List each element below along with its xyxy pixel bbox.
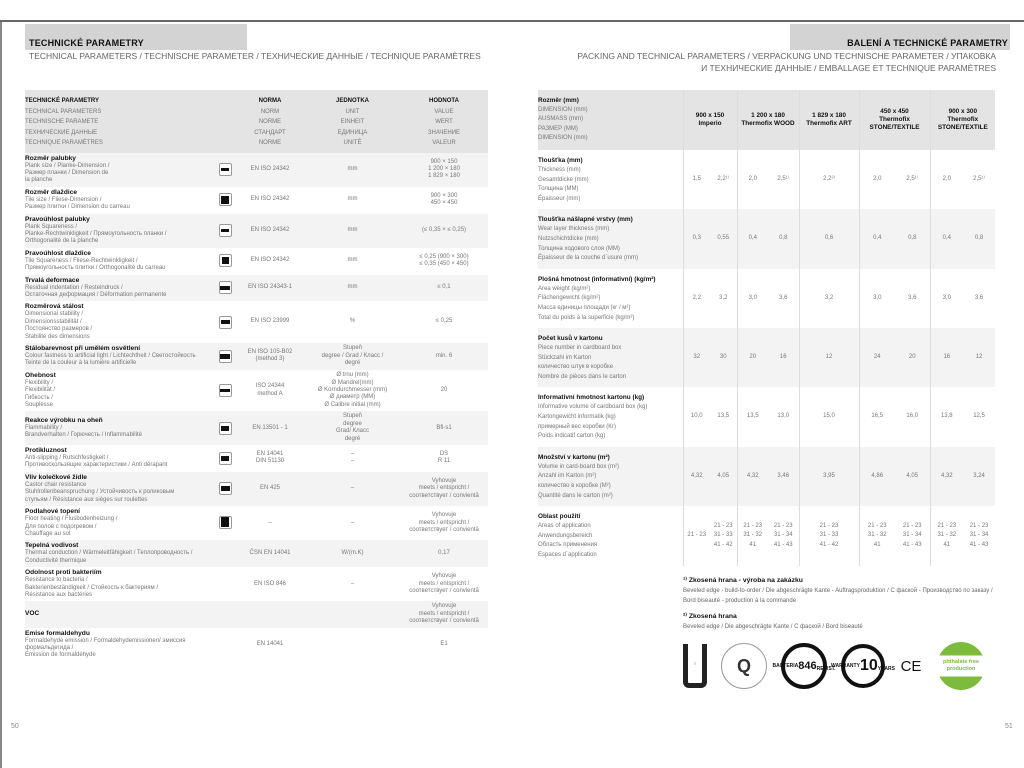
value-cell: 30 (719, 353, 727, 360)
norm-cell: EN 13501 - 1 (252, 424, 288, 431)
value-cell: 13,5 (717, 413, 730, 420)
parameter-title: Pravoúhlost palubky (25, 215, 90, 223)
table-row (25, 301, 488, 343)
icon-cell (215, 153, 235, 187)
value-cell: 3,6 (974, 294, 984, 301)
value-cell: 20 (908, 353, 916, 360)
technical-parameters-table (25, 90, 488, 662)
value-cell: 1,5 (683, 150, 710, 209)
footnote-text: Beveled edge / Die abgeschrägte Kante / С фаской / Bord biseauté (683, 624, 863, 630)
table-row (538, 328, 995, 387)
parameter-title: Počet kusů v kartonu (538, 335, 603, 343)
table-row (25, 187, 488, 214)
value-cell: 0,4 (930, 209, 963, 268)
group-header: 1 829 x 180 Thermofix ART (799, 90, 859, 150)
parameter-cell (25, 214, 215, 248)
tile-size-icon (219, 193, 232, 206)
left-page-subtitle: TECHNICAL PARAMETERS / TECHNISCHE PARAMETER / ТЕХНИЧЕСКИЕ ДАННЫЕ / TECHNIQUE PARAMÈTRES (29, 51, 481, 61)
top-rule (0, 20, 1024, 22)
icon-cell (215, 567, 235, 601)
parameter-desc: Area weight (kg/m²) Flächengewicht (kg/m²) Масса единицы площади (кг / м²) Total du poids à la superficie (kg/m²) (538, 285, 635, 321)
parameter-desc: Plank Squareness / Planke-Rechtwinkligkeit / Прямоугольность планки / Orthogonalité de la planche (25, 223, 167, 245)
icon-cell (215, 628, 235, 662)
tile-squareness-icon (219, 254, 232, 267)
table-row (25, 248, 488, 275)
value-cell: 0,55 (717, 235, 730, 242)
light-fastness-icon (219, 350, 232, 363)
table-row (538, 150, 995, 209)
header-label: ЗНАЧЕНИЕ (427, 129, 461, 136)
castor-chair-icon (219, 482, 232, 495)
anti-slip-icon (219, 452, 232, 465)
value-cell: 3,24 (973, 472, 985, 479)
value-cell: 15,0 (799, 387, 859, 446)
icon-cell (215, 506, 235, 540)
unit-cell: mm (347, 165, 358, 172)
value-cell: 2,0 (930, 150, 963, 209)
header-label: EINHEIT (340, 119, 365, 125)
value-cell: 900 × 150 1 200 × 180 1 829 × 180 (428, 158, 460, 180)
floor-heating-icon (219, 516, 232, 529)
value-cell: min. 6 (435, 352, 453, 359)
parameter-title: Vliv kolečkové židle (25, 473, 87, 481)
footnote-text: Beveled edge - build-to-order / Die abgeschrägte Kante - Auftragsproduktion / С фаской - Производство по заказу / Bord biseauté - production à la commande (683, 588, 993, 604)
value-cell: 0,8 (779, 235, 788, 242)
parameter-title: Rozměr palubky (25, 154, 76, 162)
parameter-desc: Piece number in cardboard box Stückzahl im Karton количество штук в коробке Nombre de pièces dans le carton (538, 345, 627, 380)
header-label: TECHNICKÉ PARAMETRY (25, 98, 100, 104)
value-cell: ≤ 0,1 (437, 284, 451, 291)
value-cell: 4,32 (737, 447, 768, 506)
parameter-title: Množství v kartonu (m²) (538, 453, 610, 461)
parameter-cell (538, 209, 683, 268)
value-cell: 12,5 (973, 413, 985, 420)
norm-cell: EN ISO 24342 (250, 165, 290, 172)
value-cell: Vyhovuje meets / entspricht / соответствует / convientă (409, 477, 479, 499)
value-cell: 2,0 (859, 150, 895, 209)
parameter-desc: Areas of application Anwendungsbereich Область применения Espaces d´application (538, 523, 598, 558)
header-label: TECHNISCHE PARAMETE (25, 119, 99, 125)
value-cell: 0,6 (799, 209, 859, 268)
value-cell: 3,0 (930, 269, 963, 328)
value-cell: 3,0 (859, 269, 895, 328)
fire-reaction-icon (219, 422, 232, 435)
parameter-cell (25, 540, 215, 567)
unit-cell (305, 628, 400, 662)
table-header-row (25, 90, 488, 153)
value-cell: ≤ 0,25 (435, 318, 453, 325)
unit-cell: W/(m.K) (341, 550, 364, 557)
parameter-cell (25, 567, 215, 601)
unit-cell: Stupeň degree / Grad / Класс / degré (321, 345, 384, 367)
parameter-cell (25, 370, 215, 412)
header-label: VALEUR (432, 140, 456, 146)
value-cell: Bfl-s1 (436, 424, 452, 431)
parameter-title: Odolnost proti bakteriím (25, 569, 102, 577)
footnote-2 (683, 612, 1003, 632)
table-row (25, 506, 488, 540)
value-cell: 2,5¹⁾ (777, 175, 790, 182)
parameter-cell (25, 411, 215, 445)
norm-cell: EN ISO 846 (253, 580, 286, 587)
icon-cell (215, 275, 235, 302)
right-page-title: BALENÍ A TECHNICKÉ PARAMETRY (847, 38, 1008, 48)
value-cell: 4,05 (906, 472, 919, 479)
unit-cell: – – (350, 451, 355, 465)
quality-certificate-logo: Q (721, 643, 767, 689)
icon-cell (215, 187, 235, 214)
header-label: ЕДИНИЦА (337, 129, 368, 136)
u-certificate-logo: ≡ (683, 644, 707, 688)
norm-cell: EN ISO 24342 (250, 196, 290, 203)
parameter-cell (25, 343, 215, 370)
header-label: NORME (258, 119, 282, 125)
parameter-cell (25, 445, 215, 472)
parameter-title: Rozměr dlaždice (25, 188, 78, 196)
page-edge (0, 22, 2, 768)
value-cell: 32 (683, 328, 710, 387)
table-row (25, 540, 488, 567)
group-header: 1 200 x 180 Thermofix WOOD (737, 90, 799, 150)
parameter-desc: Informative volume of cardboard box (kg) Kartongewicht informatik (kg) примерный вес коробки (Кг) Poids indicatif carton (kg) (538, 404, 648, 440)
value-cell: 2,5¹⁾ (906, 175, 919, 182)
table-row (538, 209, 995, 268)
table-row (25, 370, 488, 412)
header-value (400, 90, 488, 153)
value-cell: 900 × 300 450 × 450 (430, 192, 458, 207)
value-cell: 13,0 (777, 413, 790, 420)
parameter-desc: Formaldehyde emission / Formaldehydemissionen/ эмиссия формальдегида / Emission de formaldéhyde (25, 637, 186, 659)
packing-parameters-table (538, 90, 995, 566)
parameter-desc: Thermal conduction / Wärmeleitfähigkeit / Теплопроводность / Conductivité thermique (25, 550, 193, 564)
icon-cell (215, 343, 235, 370)
group-header: 450 x 450 Thermofix STONE/TEXTILE (859, 90, 930, 150)
icon-cell (215, 370, 235, 412)
value-cell: 16,5 (859, 387, 895, 446)
norm-cell: EN 14041 (256, 640, 284, 647)
parameter-title: Tloušťka (mm) (538, 156, 583, 164)
value-cell: 3,2 (799, 269, 859, 328)
value-cell: 21 - 23 (683, 506, 710, 565)
parameter-title: Tloušťka nášlapné vrstvy (mm) (538, 216, 633, 224)
value-cell: E1 (440, 640, 448, 647)
value-cell: 21 - 23 31 - 33 41 - 42 (713, 522, 733, 548)
parameter-desc: Flammability / Brandverhalten / Горючесть / Inflammabilité (25, 424, 142, 439)
parameter-cell (538, 269, 683, 328)
parameter-title: Emise formaldehydu (25, 629, 90, 637)
icon-cell (215, 445, 235, 472)
unit-cell: Stupeň degree Grad/ Класс degré (335, 413, 369, 442)
parameter-title: Podlahové topení (25, 508, 80, 516)
header-label: ТЕХНИЧЕСКИЕ ДАННЫЕ (25, 129, 98, 136)
plank-squareness-icon (219, 224, 232, 237)
value-cell: 21 - 23 31 - 32 41 (930, 506, 963, 565)
table-row (25, 472, 488, 506)
value-cell: 2,0 (737, 150, 768, 209)
parameter-desc: Resistance to bacteria / Bakterienbeständigkeit / Стойкость к бактериям / Résistance aux bactéries (25, 577, 159, 598)
parameter-title: Trvalá deformace (25, 276, 80, 284)
header-label: NORMA (258, 98, 282, 104)
icon-cell (215, 472, 235, 506)
unit-cell: % (349, 318, 356, 325)
header-norm (235, 90, 305, 153)
parameter-desc: Plank size / Planke-Dimension / Размер планки / Dimension de la planche (25, 162, 110, 184)
table-row (25, 214, 488, 248)
parameter-desc: Colour fastness to artificial light / Lichtechtheit / Светостойкость Teinte de la couleur à la lumière artificielle (25, 353, 196, 367)
parameter-desc: Floor heating / Flusbodenheizung / Для полов с подогревом / Chauffage au sol (25, 516, 118, 537)
icon-cell (215, 301, 235, 343)
parameter-desc: Castor chair resistance Stuhlrollenbeanspruchung / Устойчивость к роликовым стульям / Résistance aux sièges sur roulettes (25, 481, 175, 503)
flexibility-icon (219, 384, 232, 397)
value-cell: 4,32 (683, 447, 710, 506)
value-cell: 3,6 (779, 294, 788, 301)
value-cell: 3,46 (777, 472, 790, 479)
parameter-cell (25, 472, 215, 506)
value-cell: Vyhovuje meets / entspricht / соответствует / convientă (409, 573, 479, 594)
norm-cell: EN 425 (259, 485, 280, 492)
table-row (25, 445, 488, 472)
value-cell: (≤ 0,35 × ≤ 0,25) (421, 226, 467, 233)
unit-cell: – (350, 519, 355, 526)
value-cell: Vyhovuje meets / entspricht / соответствует / convientă (409, 512, 479, 533)
norm-cell: EN 14041 DIN 51130 (255, 451, 285, 465)
value-cell: 21 - 23 31 - 34 41 - 43 (773, 522, 793, 548)
page-number-right: 51 (1005, 723, 1013, 730)
norm-cell: EN ISO 23999 (250, 318, 290, 325)
table-row (25, 343, 488, 370)
parameter-cell (25, 601, 215, 627)
certification-logos (683, 642, 985, 690)
parameter-title: Reakce výrobku na oheň (25, 416, 103, 424)
norm-cell: – (268, 519, 272, 526)
value-cell: 0,4 (737, 209, 768, 268)
header-label: СТАНДАРТ (254, 129, 286, 136)
value-cell: 0,8 (908, 235, 917, 242)
value-cell: 0,8 (974, 235, 984, 242)
header-label: NORME (258, 140, 282, 146)
value-cell: DS R 11 (437, 451, 451, 465)
header-unit (305, 90, 400, 153)
value-cell: 0,3 (683, 209, 710, 268)
parameter-cell (25, 301, 215, 343)
table-row (538, 447, 995, 506)
value-cell: 2,5¹⁾ (973, 175, 985, 182)
table-row (538, 387, 995, 446)
parameter-cell (538, 506, 683, 565)
value-cell: 2,2¹⁾ (717, 175, 730, 182)
header-label: TECHNICAL PARAMETERS (25, 108, 102, 115)
table-row (25, 411, 488, 445)
ce-mark-logo: CE (900, 657, 922, 675)
value-cell: 12 (975, 353, 983, 360)
residual-indentation-icon (219, 281, 232, 294)
unit-cell: mm (347, 226, 358, 233)
parameter-title: Oblast použití (538, 513, 581, 521)
parameter-cell (538, 150, 683, 209)
phthalate-free-logo: phthalate free production (937, 642, 985, 690)
value-cell: 12 (799, 328, 859, 387)
unit-cell: mm (347, 196, 358, 203)
icon-cell (215, 248, 235, 275)
parameter-cell (25, 628, 215, 662)
warranty-logo: WARRANTY 10 YEARS (841, 644, 885, 688)
norm-cell (235, 601, 305, 627)
left-page-title: TECHNICKÉ PARAMETRY (29, 38, 144, 48)
norm-cell: EN ISO 24343-1 (247, 284, 293, 291)
icon-cell (215, 540, 235, 567)
value-cell: 3,6 (908, 294, 917, 301)
header-label: TECHNIQUE PARAMÈTRES (25, 140, 103, 146)
unit-cell: Ø trnu (mm) Ø Mandrel(mm) Ø Korndurchmesser (mm) Ø диаметр (MM) Ø Calibre initial (mm) (317, 372, 388, 408)
value-cell: 2,2 (683, 269, 710, 328)
value-cell: 10,0 (683, 387, 710, 446)
value-cell: 3,0 (737, 269, 768, 328)
value-cell: 4,05 (717, 472, 730, 479)
parameter-desc: Tile Squareness / Fliese-Rechtwinkligkeit / Прямоугольность плитки / Orthogonalité du carreau (25, 257, 166, 272)
parameter-desc: Thickness (mm) Gesamtdicke (mm) Толщина (MM) Épaisseur (mm) (538, 166, 589, 202)
value-cell: 16 (930, 328, 963, 387)
table-row (538, 269, 995, 328)
dimensional-stability-icon (219, 316, 232, 329)
unit-cell: mm (347, 284, 358, 291)
value-cell: 21 - 23 31 - 34 41 - 43 (969, 522, 989, 548)
page-number-left: 50 (11, 723, 19, 730)
value-cell: 4,86 (859, 447, 895, 506)
parameter-title: Informativní hmotnost kartonu (kg) (538, 394, 645, 402)
value-cell: 21 - 23 31 - 33 41 - 42 (799, 506, 859, 565)
value-cell: 21 - 23 31 - 32 41 (859, 506, 895, 565)
parameter-title: Tepelná vodivost (25, 542, 79, 550)
parameter-desc: Flexibility / Flexibilität / Гибкость / Souplesse (25, 379, 56, 409)
parameter-desc: Volume in card-board box (m²) Anzahl im Karton (m²) количество в коробке (M²) Quantité dans le carton (m²) (538, 463, 620, 499)
unit-cell: mm (347, 257, 358, 264)
header-label: WERT (435, 119, 453, 125)
header-label: UNIT (345, 108, 360, 115)
value-cell: 2,2²⁾ (799, 150, 859, 209)
parameter-title: Protikluznost (25, 447, 67, 455)
norm-cell: EN ISO 24342 (250, 257, 290, 264)
group-header: 900 x 300 Thermofix STONE/TEXTILE (930, 90, 995, 150)
footnote-title: ²⁾ Zkosená hrana (683, 613, 737, 620)
footnote-title: ¹⁾ Zkosená hrana - výroba na zakázku (683, 577, 803, 584)
value-cell: 3,2 (719, 294, 728, 301)
header-label: UNITÉ (343, 140, 362, 146)
header-param (25, 90, 215, 153)
parameter-cell (538, 387, 683, 446)
header-label: VALUE (434, 108, 454, 115)
header-title: Rozměr (mm) (538, 97, 579, 104)
unit-cell: – (350, 485, 355, 492)
value-cell: 13,8 (930, 387, 963, 446)
parameter-desc: Dimensional stability / Dimensionsstabilität / Постоянство размеров / Stabilité des dimensions (25, 311, 93, 340)
value-cell: ≤ 0,25 (900 × 300) ≤ 0,35 (450 × 450) (419, 253, 469, 268)
right-page-subtitle: PACKING AND TECHNICAL PARAMETERS / VERPACKUNG UND TECHNISCHE PARAMETER / УПАКОВКА И ТЕХНИЧЕСКИЕ ДАННЫЕ / EMBALLAGE ET TECHNIQUE PARAMÈTRES (577, 51, 996, 73)
icon-cell (215, 214, 235, 248)
unit-cell: – (350, 580, 355, 587)
parameter-title: Rozměrová stálost (25, 303, 84, 311)
footnote-1 (683, 576, 1003, 606)
icon-cell (215, 411, 235, 445)
value-cell: 0,17 (438, 550, 450, 557)
table-row (25, 153, 488, 187)
table-header-row (538, 90, 995, 150)
group-header: 900 x 150 Imperio (683, 90, 737, 150)
table-row (538, 506, 995, 565)
header-label: HODNOTA (429, 98, 459, 104)
value-cell: 16,0 (906, 413, 919, 420)
table-row (25, 628, 488, 662)
value-cell: 24 (859, 328, 895, 387)
parameter-cell (25, 153, 215, 187)
parameter-desc: Residual indentation / Resteindruck / Остаточная деформация / Déformation permanente (25, 284, 167, 298)
value-cell: 21 - 23 31 - 34 41 - 43 (902, 522, 922, 548)
table-row (25, 567, 488, 601)
norm-cell: EN ISO 24342 (250, 226, 290, 233)
parameter-cell (25, 506, 215, 540)
parameter-title: VOC (25, 610, 40, 618)
parameter-title: Stálobarevnost při umělém osvětlení (25, 345, 141, 352)
parameter-title: Pravoúhlost dlaždice (25, 249, 91, 257)
header-label: NORM (260, 108, 280, 115)
parameter-cell (538, 328, 683, 387)
parameter-title: Ohebnost (25, 371, 56, 379)
parameter-cell (25, 248, 215, 275)
bacteria-resistance-logo: BACTERIA 846 RESIST. (781, 643, 827, 689)
icon-cell (215, 601, 235, 627)
value-cell: 13,5 (737, 387, 768, 446)
value-cell: 20 (737, 328, 768, 387)
value-cell: 0,4 (859, 209, 895, 268)
table-row (25, 275, 488, 302)
plank-size-icon (219, 163, 232, 176)
parameter-cell (25, 275, 215, 302)
norm-cell: ČSN EN 14041 (249, 550, 291, 557)
parameter-cell (538, 447, 683, 506)
value-cell: 3,95 (799, 447, 859, 506)
norm-cell: ISO 24344 method A (255, 383, 285, 397)
table-row (25, 601, 488, 627)
parameter-title: Plošná hmotnost (informativní) (kg/m²) (538, 275, 656, 283)
value-cell: 20 (440, 386, 448, 393)
header-desc: DIMENSION (mm) AUSMASS (mm) РАЗМЕР (MM) DIMENSION (mm) (538, 106, 588, 142)
value-cell: 21 - 23 31 - 32 41 (737, 506, 768, 565)
parameter-desc: Wear layer thickness (mm) Nutzschichtdicke (mm) Толщина ходового слоя (MM) Épaisseur de la couche d´usure (mm) (538, 226, 639, 262)
parameter-cell (25, 187, 215, 214)
value-cell: 16 (779, 353, 787, 360)
parameter-desc: Tile size / Fliese-Dimension / Размер плитки / Dimension du carreau (25, 196, 130, 211)
norm-cell: EN ISO 105-B02 (method 3) (247, 349, 293, 363)
value-cell: 4,32 (930, 447, 963, 506)
unit-cell (305, 601, 400, 627)
parameter-desc: Anti-slipping / Rutschfestigkeit / Противоскользящие характеристики / Anti dérapant (25, 455, 168, 469)
header-label: JEDNOTKA (335, 98, 369, 104)
value-cell: Vyhovuje meets / entspricht / соответствует / convientă (409, 603, 479, 625)
